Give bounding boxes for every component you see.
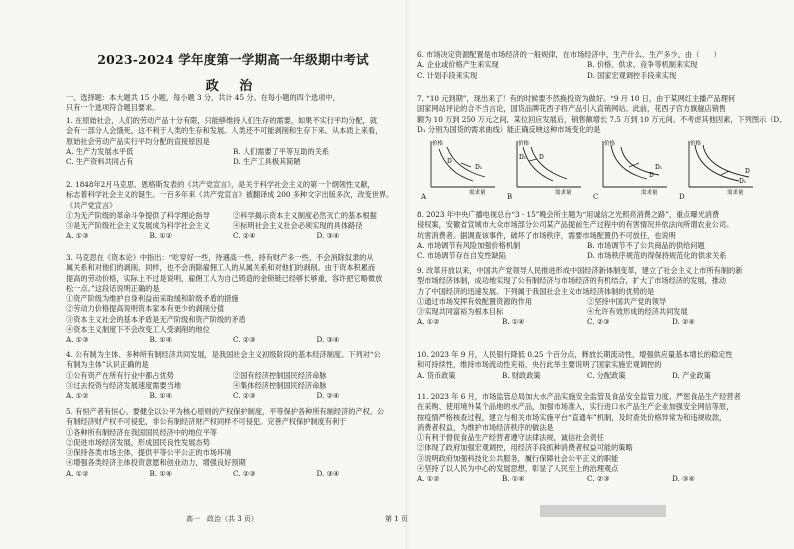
q7-graph-c-label: C <box>593 193 599 201</box>
q11-item-4: ④坚持了以人民为中心的发展思想，彰显了人民至上的治理观点 <box>417 464 619 474</box>
q9-item-1: ①通过市场发挥有效配置资源的作用 <box>417 296 533 306</box>
q9-item-2: ②坚持中国共产党的领导 <box>587 296 667 306</box>
page-fold <box>405 0 411 549</box>
q2-item-4: ④标明社会主义社会必须实现的具体路径 <box>233 221 363 231</box>
question-7: 7. “10 元到期”，现出来了！有的时候要不然换投资为做好。“9 月 10 日，由于某网红主播产品理何 国家网站评论的合不当言论，国货品牌花西子将产品引入直销网站。此前，花西子官方旗舰店销售 额为 10 万到 250 万元之间，某位回应发展后，销售额增长 7.5 万到 10 万元间。不考虑其他因素，下列图示（D、 D₁ 分别为国货的需求曲线）能正确反映这种市场变化的是 <box>417 94 787 134</box>
q4-option-d[interactable]: D. ②④ <box>316 391 340 401</box>
question-9: 9. 改革开放以来，中国共产党领导人民推进形成中国经济新体制变革，建立了社会主义上市所有制的新 型市场经济体制，成功地实现了公有制经济与市场经济的有机结合，扩大了市场经济的发展，推动 力了中国经济的迅速发展。下列属于我国社会主义市场经济体制的优势的是 ①通过市场发挥有效配置资源的作用 ②坚持中国共产党的领导 ③实现共同富裕为根本目标 ④允许有效形成的经济共同发展 A. ①② B. ①④ C. ②③ D. ②④ <box>417 266 757 328</box>
q1-options-row2 <box>66 157 400 167</box>
q11-option-b[interactable]: B. ①④ <box>502 474 525 484</box>
q9-option-d[interactable]: D. ②④ <box>672 317 695 327</box>
q11-item-2: ②体现了政府加强宏观调控，用经济手段抓种消费者权益可能的策略 <box>417 443 633 453</box>
q11-option-a[interactable]: A. ①② <box>417 474 440 484</box>
q7-graph-b[interactable] <box>507 137 587 202</box>
section-intro: 一、选择题：本大题共 15 小题，每小题 3 分，共计 45 分。在每小题的四个选项中， 只有一个选项符合题目要求。 <box>66 93 340 113</box>
svg-text:D: D <box>649 172 654 179</box>
q11-options <box>417 474 757 484</box>
q5-option-d[interactable]: D. ③④ <box>316 468 340 478</box>
q7-graphs <box>417 137 757 202</box>
q3-option-a[interactable]: A. ①③ <box>66 335 89 345</box>
q6-option-d[interactable]: D. 国家宏观调控手段来实现 <box>587 70 677 80</box>
q5-item-1: ①各种所有制经济在我国国民经济中的地位平等 <box>66 427 217 437</box>
demand-curve-graph-b <box>507 137 587 202</box>
q2-option-b[interactable]: B. ①② <box>149 231 173 241</box>
q5-option-b[interactable]: B. ①④ <box>149 468 173 478</box>
q8-option-a[interactable]: A. 市场调节有风险加强价格机制 <box>417 240 521 250</box>
q4-options <box>66 391 400 401</box>
q10-option-b[interactable]: B. 财政政策 <box>502 370 541 380</box>
q7-graph-d-label: D <box>679 193 685 201</box>
q9-item-3: ③实现共同富裕为根本目标 <box>417 307 504 317</box>
question-8: 8. 2023 年中央广播电视总台“3 · 15”晚会所主题为“用诚信之光照亮消费之路”，重点曝光消费 侵权案，安徽省宣城市大众市场部分公司某产品提前生产过程中的有害情况并依法向所谓农业公司。 坑害消费者。据调查该事件，破坏了市场秩序，需要市场配置仍不可放任，也说明 A. 市场调节有风险加强价格机制 B. 市场调节不了公共商品的供给问题 C. 市场调节存在自发性缺陷 D. 市场秩序规范的得保持规范化的供求关系 <box>417 210 757 261</box>
q1-options-row1 <box>66 147 400 157</box>
q7-graph-a[interactable] <box>421 137 501 202</box>
q2-option-c[interactable]: C. ②④ <box>233 231 256 241</box>
q9-options <box>417 317 757 327</box>
q9-option-c[interactable]: C. ②③ <box>587 317 610 327</box>
q3-item-3: ③资本主义社会的基本矛盾是无产阶级和资产阶级的矛盾 <box>66 314 246 324</box>
page-number: 第 1 页 <box>385 515 408 523</box>
q7-graph-a-label: A <box>421 193 427 201</box>
q5-option-c[interactable]: C. ②③ <box>233 468 256 478</box>
svg-text:价格: 价格 <box>690 141 702 147</box>
q3-options <box>66 335 400 345</box>
svg-text:需求量: 需求量 <box>641 190 658 196</box>
demand-curve-graph-d <box>679 137 759 202</box>
q2-item-2: ②科学揭示资本主义制度必然灭亡的基本根据 <box>233 210 377 220</box>
q3-option-d[interactable]: D. ③④ <box>316 335 340 345</box>
question-4: 4. 公有制为主体、多种所有制经济共同发展，是我国社会主义初级阶段的基本经济制度。下列对“公 有制为主体”认识正确的是 ①公有资产在所有行业中都占优势 ②国有经济控制国民经济命脉 ③过去投资与经济发展速度需要当地 ④集体经济控制国民经济命脉 A. ①② B. ①④ C. ②③ D. ②④ <box>66 350 400 401</box>
q10-options <box>417 371 757 381</box>
svg-text:D₁: D₁ <box>519 154 527 161</box>
q2-option-d[interactable]: D. ③④ <box>316 231 340 241</box>
q1-option-b[interactable]: B. 人们需要了平等互助的关系 <box>233 146 330 156</box>
q6-option-b[interactable]: B. 价格、供求、竞争等机制来实现 <box>587 60 698 70</box>
svg-text:D₁: D₁ <box>475 164 483 171</box>
demand-curve-graph-c <box>593 137 673 202</box>
q6-option-c[interactable]: C. 计划手段来实现 <box>417 70 478 80</box>
q1-option-c[interactable]: C. 生产资料共同占有 <box>66 157 134 167</box>
question-10: 10. 2023 年 9 月，人民银行降低 0.25 个百分点，释放长期流动性，增强供应量基本增长的稳定性 和可持续性，维持市场流动性充裕，央行此举主要说明了国家实施宏观调控的 A. 货币政策 B. 财政政策 C. 分配政策 D. 产业政策 <box>417 350 757 381</box>
q7-graph-c[interactable] <box>593 137 673 202</box>
q7-graph-b-label: B <box>507 193 513 201</box>
q2-item-3: ③是无产阶级社会主义发展成为科学社会主义 <box>66 221 210 231</box>
demand-curve-graph-a <box>421 137 501 202</box>
q5-option-a[interactable]: A. ①② <box>66 468 89 478</box>
svg-text:需求量: 需求量 <box>555 190 572 196</box>
q5-item-2: ②促进市场经济发展，形成国民良性发展态势 <box>66 437 210 447</box>
q4-item-2: ②国有经济控制国民经济命脉 <box>233 370 327 380</box>
q10-option-a[interactable]: A. 货币政策 <box>417 370 456 380</box>
q4-option-a[interactable]: A. ①② <box>66 391 89 401</box>
q5-item-3: ③保持各类市场主体，提供平等公平公正的市场环境 <box>66 448 232 458</box>
scan-smudge <box>540 505 666 517</box>
q8-option-d[interactable]: D. 市场秩序规范的得保持规范化的供求关系 <box>587 251 727 261</box>
q3-option-c[interactable]: C. ②③ <box>233 335 256 345</box>
question-5: 5. 有恒产者有恒心。要健全以公平为核心原则的产权保护制度，平等保护各种所有制经济的产权。公 有制经济财产权不可侵犯，非公有制经济财产权同样不可侵犯。完善产权保护制度有利于 ①各种所有制经济在我国国民经济中的地位平等 ②促进市场经济发展，形成国民良性发展态势 ③保持各类市场主体，提供平等公平公正的市场环境 ④增强各类经济主体投资意愿和创业动力，增强良好预期 A. ①② B. ①④ C. ②③ D. ③④ <box>66 407 400 479</box>
q6-option-a[interactable]: A. 企业或价格产生来实现 <box>417 60 499 70</box>
q10-option-c[interactable]: C. 分配政策 <box>587 370 626 380</box>
q4-item-1: ①公有资产在所有行业中都占优势 <box>66 370 174 380</box>
question-11: 11. 2023 年 6 月，市场监管总局加大水产品实施安全监管及食品安全监管力度，严惩食品生产经营者 在采购、使用境外某个品地的水产品，加强市场准入，实行进口水产品生产企业加强安全网信等原， 按疫情严格核查过程，建立与相关市场实施平台“直通车”机制，及时查处价格异常为和违规收款， 消费者权益，为维护市场经济秩序的做法是 ①有利于督促食品生产经营者遵守法律法规，诚信社会责任 ②体现了政府加强宏观调控，用经济手段抓种消费者权益可能的策略 ③说明政府加强科技化公共服务，履行保障社会公平正义的职能 ④坚持了以人民为中心的发展思想，彰显了人民至上的治理观点 A. ①② B. ①④ C. ②③ D. ③④ <box>417 392 757 485</box>
q7-graph-d[interactable] <box>679 137 759 202</box>
svg-text:价格: 价格 <box>604 141 616 147</box>
q10-option-d[interactable]: D. 产业政策 <box>672 370 711 380</box>
svg-text:价格: 价格 <box>518 141 530 147</box>
q4-option-c[interactable]: C. ②③ <box>233 391 256 401</box>
q11-item-1: ①有利于督促食品生产经营者遵守法律法规，诚信社会责任 <box>417 433 604 443</box>
q3-item-4: ④资本主义制度下不会改变工人受剥削的地位 <box>66 325 210 335</box>
exam-subject: 政 治 <box>205 79 261 94</box>
svg-text:D₁: D₁ <box>739 178 747 185</box>
left-column <box>66 0 400 549</box>
exam-title: 2023-2024 学年度第一学期高一年级期中考试 <box>97 52 369 67</box>
q5-item-4: ④增强各类经济主体投资意愿和创业动力，增强良好预期 <box>66 458 246 468</box>
svg-text:D: D <box>539 154 544 161</box>
q2-option-a[interactable]: A. ①③ <box>66 231 89 241</box>
question-1: 1. 在原始社会，人们的劳动产品十分有限，只能够维持人们生存的需要，如果不实行平均分配，就 会有一部分人会饿死，这不利于人类的生存和发展。人类还不可能剥削和生存下来。从本质上来看， 原始社会劳动产品实行平均分配的直接原因是 A. 生产力发展水平低 B. 人们需要了平等互助的关系 C. 生产资料共同占有 D. 生产工具极其简陋 <box>66 116 400 167</box>
right-column <box>385 0 787 549</box>
q11-option-d[interactable]: D. ③④ <box>672 474 695 484</box>
q11-item-3: ③说明政府加强科技化公共服务，履行保障社会公平正义的职能 <box>417 453 619 463</box>
svg-text:D₁: D₁ <box>655 164 663 171</box>
q1-option-a[interactable]: A. 生产力发展水平低 <box>66 146 134 156</box>
q3-option-b[interactable]: B. ①④ <box>149 335 173 345</box>
q8-option-c[interactable]: C. 市场调节存在自发性缺陷 <box>417 251 506 261</box>
q3-item-2: ②劳动力价格提高说明资本家本有更少的剥削分值 <box>66 304 225 314</box>
q4-item-4: ④集体经济控制国民经济命脉 <box>233 380 327 390</box>
svg-text:D: D <box>447 158 452 165</box>
q1-option-d[interactable]: D. 生产工具极其简陋 <box>233 157 301 167</box>
q3-item-1: ①资产阶级为维护自身利益而采取缓和阶级矛盾的措施 <box>66 294 239 304</box>
question-3: 3. 马克思在《资本论》中指出：“吃穿好一些，待遇高一些，持有财产多一些，不会消除奴隶的从 属关系和对他们的剥削，同样，也不会消除雇佣工人的从属关系和对他们的剥削。由于资本积累而 提高的劳动价格，实际上不过是说明，雇佣工人为自己铸造的金锁链已经够长够重，容许把它略微放 松一点。”这段话说明正确的是 ①资产阶级为维护自身利益而采取缓和阶级矛盾的措施 ②劳动力价格提高说明资本家本有更少的剥削分值 ③资本主义社会的基本矛盾是无产阶级和资产阶级的矛盾 ④资本主义制度下不会改变工人受剥削的地位 A. ①③ B. ①④ C. ②③ D. ③④ <box>66 253 400 346</box>
q9-item-4: ④允许有效形成的经济共同发展 <box>587 307 688 317</box>
q11-option-c[interactable]: C. ②③ <box>587 474 610 484</box>
q4-option-b[interactable]: B. ①④ <box>149 391 173 401</box>
q2-options <box>66 231 400 241</box>
question-2: 2. 1848年2月马克思、恩格斯发表的《共产党宣言》，是关于科学社会主义的第一个纲领性文献， 标志着科学社会主义的诞生。一百多年来《共产党宣言》被翻译成 200 多种文字出版多次，改变世界。 《共产党宣言》 ①为无产阶级的革命斗争提供了科学理论指导 ②科学揭示资本主义制度必然灭亡的基本根据 ③是无产阶级社会主义发展成为科学社会主义 ④标明社会主义社会必须实现的具体路径 A. ①③ B. ①② C. ②④ D. ③④ <box>66 180 400 242</box>
q9-option-a[interactable]: A. ①② <box>417 317 440 327</box>
svg-text:需求量: 需求量 <box>727 190 744 196</box>
q4-item-3: ③过去投资与经济发展速度需要当地 <box>66 380 182 390</box>
q9-option-b[interactable]: B. ①④ <box>502 317 525 327</box>
q5-options <box>66 469 400 479</box>
svg-text:需求量: 需求量 <box>469 190 486 196</box>
question-6: 6. 市场决定资源配置是市场经济的一般规律，在市场经济中，生产什么、生产多少，由（ ） A. 企业或价格产生来实现 B. 价格、供求、竞争等机制来实现 C. 计划手段来实现 D. 国家宏观调控手段来实现 <box>417 50 757 81</box>
left-footer: 高一 政治（共 3 页） <box>186 515 258 523</box>
q8-option-b[interactable]: B. 市场调节不了公共商品的供给问题 <box>587 240 705 250</box>
svg-text:价格: 价格 <box>432 141 444 147</box>
q2-item-1: ①为无产阶级的革命斗争提供了科学理论指导 <box>66 210 210 220</box>
svg-text:D: D <box>745 168 750 175</box>
